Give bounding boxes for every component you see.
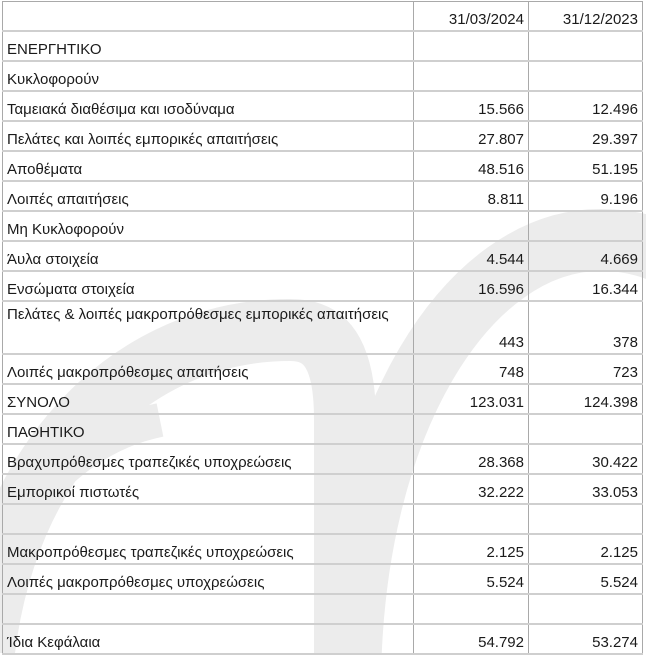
value-2023	[529, 61, 643, 91]
value-2023	[529, 211, 643, 241]
table-header-row	[3, 2, 643, 32]
row-label: Πελάτες & λοιπές μακροπρόθεσμες εμπορικές απαιτήσεις	[3, 301, 414, 354]
table-row	[3, 354, 643, 384]
row-label: Μακροπρόθεσμες τραπεζικές υποχρεώσεις	[3, 534, 414, 564]
value-2023	[529, 504, 643, 534]
table-row	[3, 624, 643, 654]
value-2024: 32.222	[414, 474, 529, 504]
value-2023: 30.422	[529, 444, 643, 474]
table-row	[3, 474, 643, 504]
value-2023	[529, 31, 643, 61]
row-label: Άυλα στοιχεία	[3, 241, 414, 271]
row-label: Λοιπές απαιτήσεις	[3, 181, 414, 211]
value-2023: 378	[529, 301, 643, 354]
table-row	[3, 31, 643, 61]
table-row	[3, 301, 643, 354]
table-row	[3, 444, 643, 474]
header-label-cell	[3, 2, 414, 32]
row-label: Ταμειακά διαθέσιμα και ισοδύναμα	[3, 91, 414, 121]
value-2024	[414, 61, 529, 91]
value-2023: 9.196	[529, 181, 643, 211]
value-2023: 4.669	[529, 241, 643, 271]
table-row	[3, 534, 643, 564]
value-2023: 12.496	[529, 91, 643, 121]
value-2024: 28.368	[414, 444, 529, 474]
table-row	[3, 564, 643, 594]
row-label: ΠΑΘΗΤΙΚΟ	[3, 414, 414, 444]
table-row	[3, 61, 643, 91]
table-row	[3, 384, 643, 414]
value-2023: 29.397	[529, 121, 643, 151]
value-2024: 748	[414, 354, 529, 384]
value-2024: 48.516	[414, 151, 529, 181]
value-2024	[414, 211, 529, 241]
value-2024: 16.596	[414, 271, 529, 301]
value-2024: 5.524	[414, 564, 529, 594]
row-label: Κυκλοφορούν	[3, 61, 414, 91]
row-label: ΣΥΝΟΛΟ	[3, 384, 414, 414]
value-2023	[529, 414, 643, 444]
row-label: Πελάτες και λοιπές εμπορικές απαιτήσεις	[3, 121, 414, 151]
row-label: Λοιπές μακροπρόθεσμες υποχρεώσεις	[3, 564, 414, 594]
row-label: Αποθέματα	[3, 151, 414, 181]
value-2024	[414, 504, 529, 534]
value-2024: 8.811	[414, 181, 529, 211]
value-2024	[414, 594, 529, 624]
value-2023: 51.195	[529, 151, 643, 181]
header-date-2023: 31/12/2023	[529, 2, 643, 32]
value-2023: 124.398	[529, 384, 643, 414]
table-row	[3, 91, 643, 121]
row-label: Βραχυπρόθεσμες τραπεζικές υποχρεώσεις	[3, 444, 414, 474]
row-label	[3, 504, 414, 534]
table-row	[3, 181, 643, 211]
value-2023: 5.524	[529, 564, 643, 594]
balance-sheet-table	[2, 1, 643, 655]
row-label: ΕΝΕΡΓΗΤΙΚΟ	[3, 31, 414, 61]
table-row	[3, 271, 643, 301]
header-date-2024: 31/03/2024	[414, 2, 529, 32]
row-label: Ίδια Κεφάλαια	[3, 624, 414, 654]
value-2024: 2.125	[414, 534, 529, 564]
row-label: Λοιπές μακροπρόθεσμες απαιτήσεις	[3, 354, 414, 384]
table-row	[3, 241, 643, 271]
value-2024	[414, 31, 529, 61]
value-2024	[414, 414, 529, 444]
table-row	[3, 504, 643, 534]
value-2024: 15.566	[414, 91, 529, 121]
value-2023: 723	[529, 354, 643, 384]
table-row	[3, 151, 643, 181]
value-2023: 33.053	[529, 474, 643, 504]
table-row	[3, 414, 643, 444]
value-2023: 16.344	[529, 271, 643, 301]
row-label	[3, 594, 414, 624]
row-label: Ενσώματα στοιχεία	[3, 271, 414, 301]
table-row	[3, 121, 643, 151]
value-2023	[529, 594, 643, 624]
value-2023: 53.274	[529, 624, 643, 654]
value-2024: 443	[414, 301, 529, 354]
value-2024: 123.031	[414, 384, 529, 414]
table-row	[3, 594, 643, 624]
row-label: Εμπορικοί πιστωτές	[3, 474, 414, 504]
row-label: Μη Κυκλοφορούν	[3, 211, 414, 241]
value-2024: 54.792	[414, 624, 529, 654]
value-2024: 27.807	[414, 121, 529, 151]
value-2023: 2.125	[529, 534, 643, 564]
value-2024: 4.544	[414, 241, 529, 271]
table-row	[3, 211, 643, 241]
